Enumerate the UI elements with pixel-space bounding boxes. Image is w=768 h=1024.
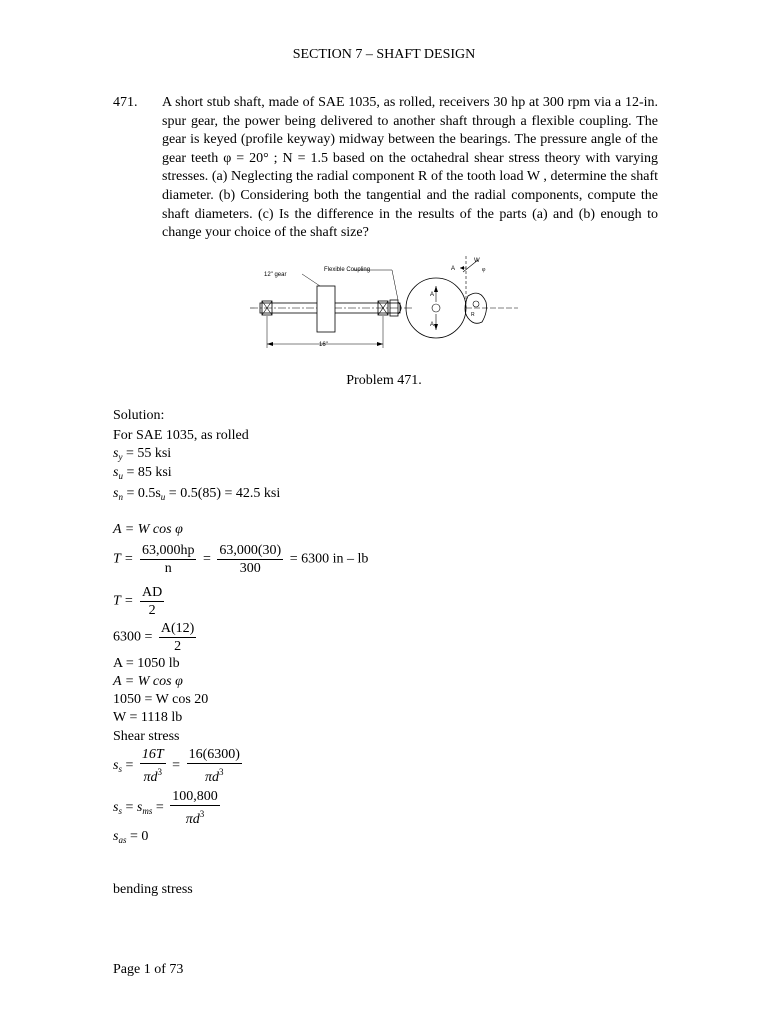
a12-num: A(12) (160, 621, 195, 636)
torque-ad-eq (113, 584, 167, 619)
problem-text: A short stub shaft, made of SAE 1035, as rolled, receivers 30 hp at 300 rpm via a 12-in. spur gear, the power being delivered to another shaft through a flexible coupling. The gear is keyed (profile keyway) midway between the bearings. The pressure angle of the gear teeth φ = 20° ; N = 1.5 based on the octahedral shear stress theory with varying stresses. (a) Neglecting the radial component R of the tooth load W , determine the shaft diameter. (b) Considering both the tangential and the radial components, compute the shaft diameters. (c) Is the difference in the results of the parts (a) and (b) enough to change your choice of the shaft size? (162, 95, 658, 241)
w-result: W = 1118 lb (113, 710, 183, 725)
torque-ad-den: 2 (148, 603, 156, 618)
shear-mean-eq: $s_s = s_{ms}$ = $\frac{100,800}{\pi d^3}$ (113, 789, 218, 827)
torque-den-2: 300 (239, 561, 261, 576)
bending-heading: bending stress (113, 882, 193, 897)
sn-line: $s_n = 0.5s_u = 0.5(85) = 42.5$ ksi (113, 486, 281, 502)
page-number: Page 1 of 73 (113, 962, 184, 977)
sn-rest: = 0.5(85) = 42.5 ksi (165, 486, 281, 501)
su-line: $s_u = 85$ ksi (113, 465, 172, 481)
shear-mean-num: 100,800 (172, 789, 218, 804)
torque-num-2: 63,000(30) (219, 543, 282, 558)
shear-alt-line: $s_{as} = 0$ (113, 829, 149, 845)
shaft-figure (250, 252, 522, 370)
shear-eq: $s_s$ = $\frac{16T}{\pi d^3}$ = $\frac{16(6300)}{\pi d^3}$ (113, 747, 240, 785)
torque-den-1: n (164, 561, 172, 576)
shear-num-2: 16(6300) (188, 747, 240, 762)
torque-result: = 6300 in – lb (289, 551, 369, 567)
a12-lhs: 6300 = (113, 629, 153, 645)
view-label-a-bottom: A (430, 322, 435, 328)
shear-num-1: 16T (141, 747, 164, 762)
shear-den-2: πd (204, 770, 219, 785)
shear-mean-den: πd (185, 812, 200, 827)
torque-num-1: 63,000hp (141, 543, 195, 558)
su-value: = 85 ksi (126, 465, 172, 480)
force-label-a: A (451, 266, 456, 272)
force-label-w: W (474, 258, 480, 264)
a12-eq (113, 620, 199, 655)
a12-den: 2 (174, 639, 182, 654)
torque-ad-num: AD (141, 585, 163, 600)
problem-number: 471. (113, 95, 138, 110)
sy-line: $s_y = 55$ ksi (113, 446, 172, 462)
section-title: SECTION 7 – SHAFT DESIGN (292, 47, 476, 62)
a-result: A = 1050 lb (113, 656, 180, 671)
angle-label-phi: φ (482, 267, 486, 273)
torque-lhs: T = (113, 551, 134, 567)
shear-heading: Shear stress (113, 729, 180, 744)
torque-ad-lhs: T = (113, 593, 134, 609)
tangential-eq: A = W cos φ (113, 522, 183, 537)
figure-caption: Problem 471. (346, 373, 422, 388)
coupling-label: Flexible Coupling (324, 267, 371, 273)
problem-statement (113, 94, 658, 243)
force-label-r: R (471, 312, 475, 318)
gear-label: 12" gear (264, 272, 287, 278)
sn-value: = 0.5s (126, 486, 161, 501)
torque-eq: T = $\frac{63,000hp}{n}$ = $\frac{63,000(30)}{300}$ = 6300 in – lb (113, 543, 369, 576)
eq-1050: 1050 = W cos 20 (113, 692, 209, 707)
solution-heading: Solution: (113, 408, 165, 423)
dimension-label: 16" (319, 342, 328, 348)
material-line: For SAE 1035, as rolled (113, 428, 249, 443)
shear-alt-value: = 0 (129, 829, 149, 844)
sy-value: = 55 ksi (125, 446, 172, 461)
shear-den-1: πd (143, 770, 158, 785)
view-label-a-top: A (430, 292, 435, 298)
tangential-eq-2: A = W cos φ (113, 674, 183, 689)
